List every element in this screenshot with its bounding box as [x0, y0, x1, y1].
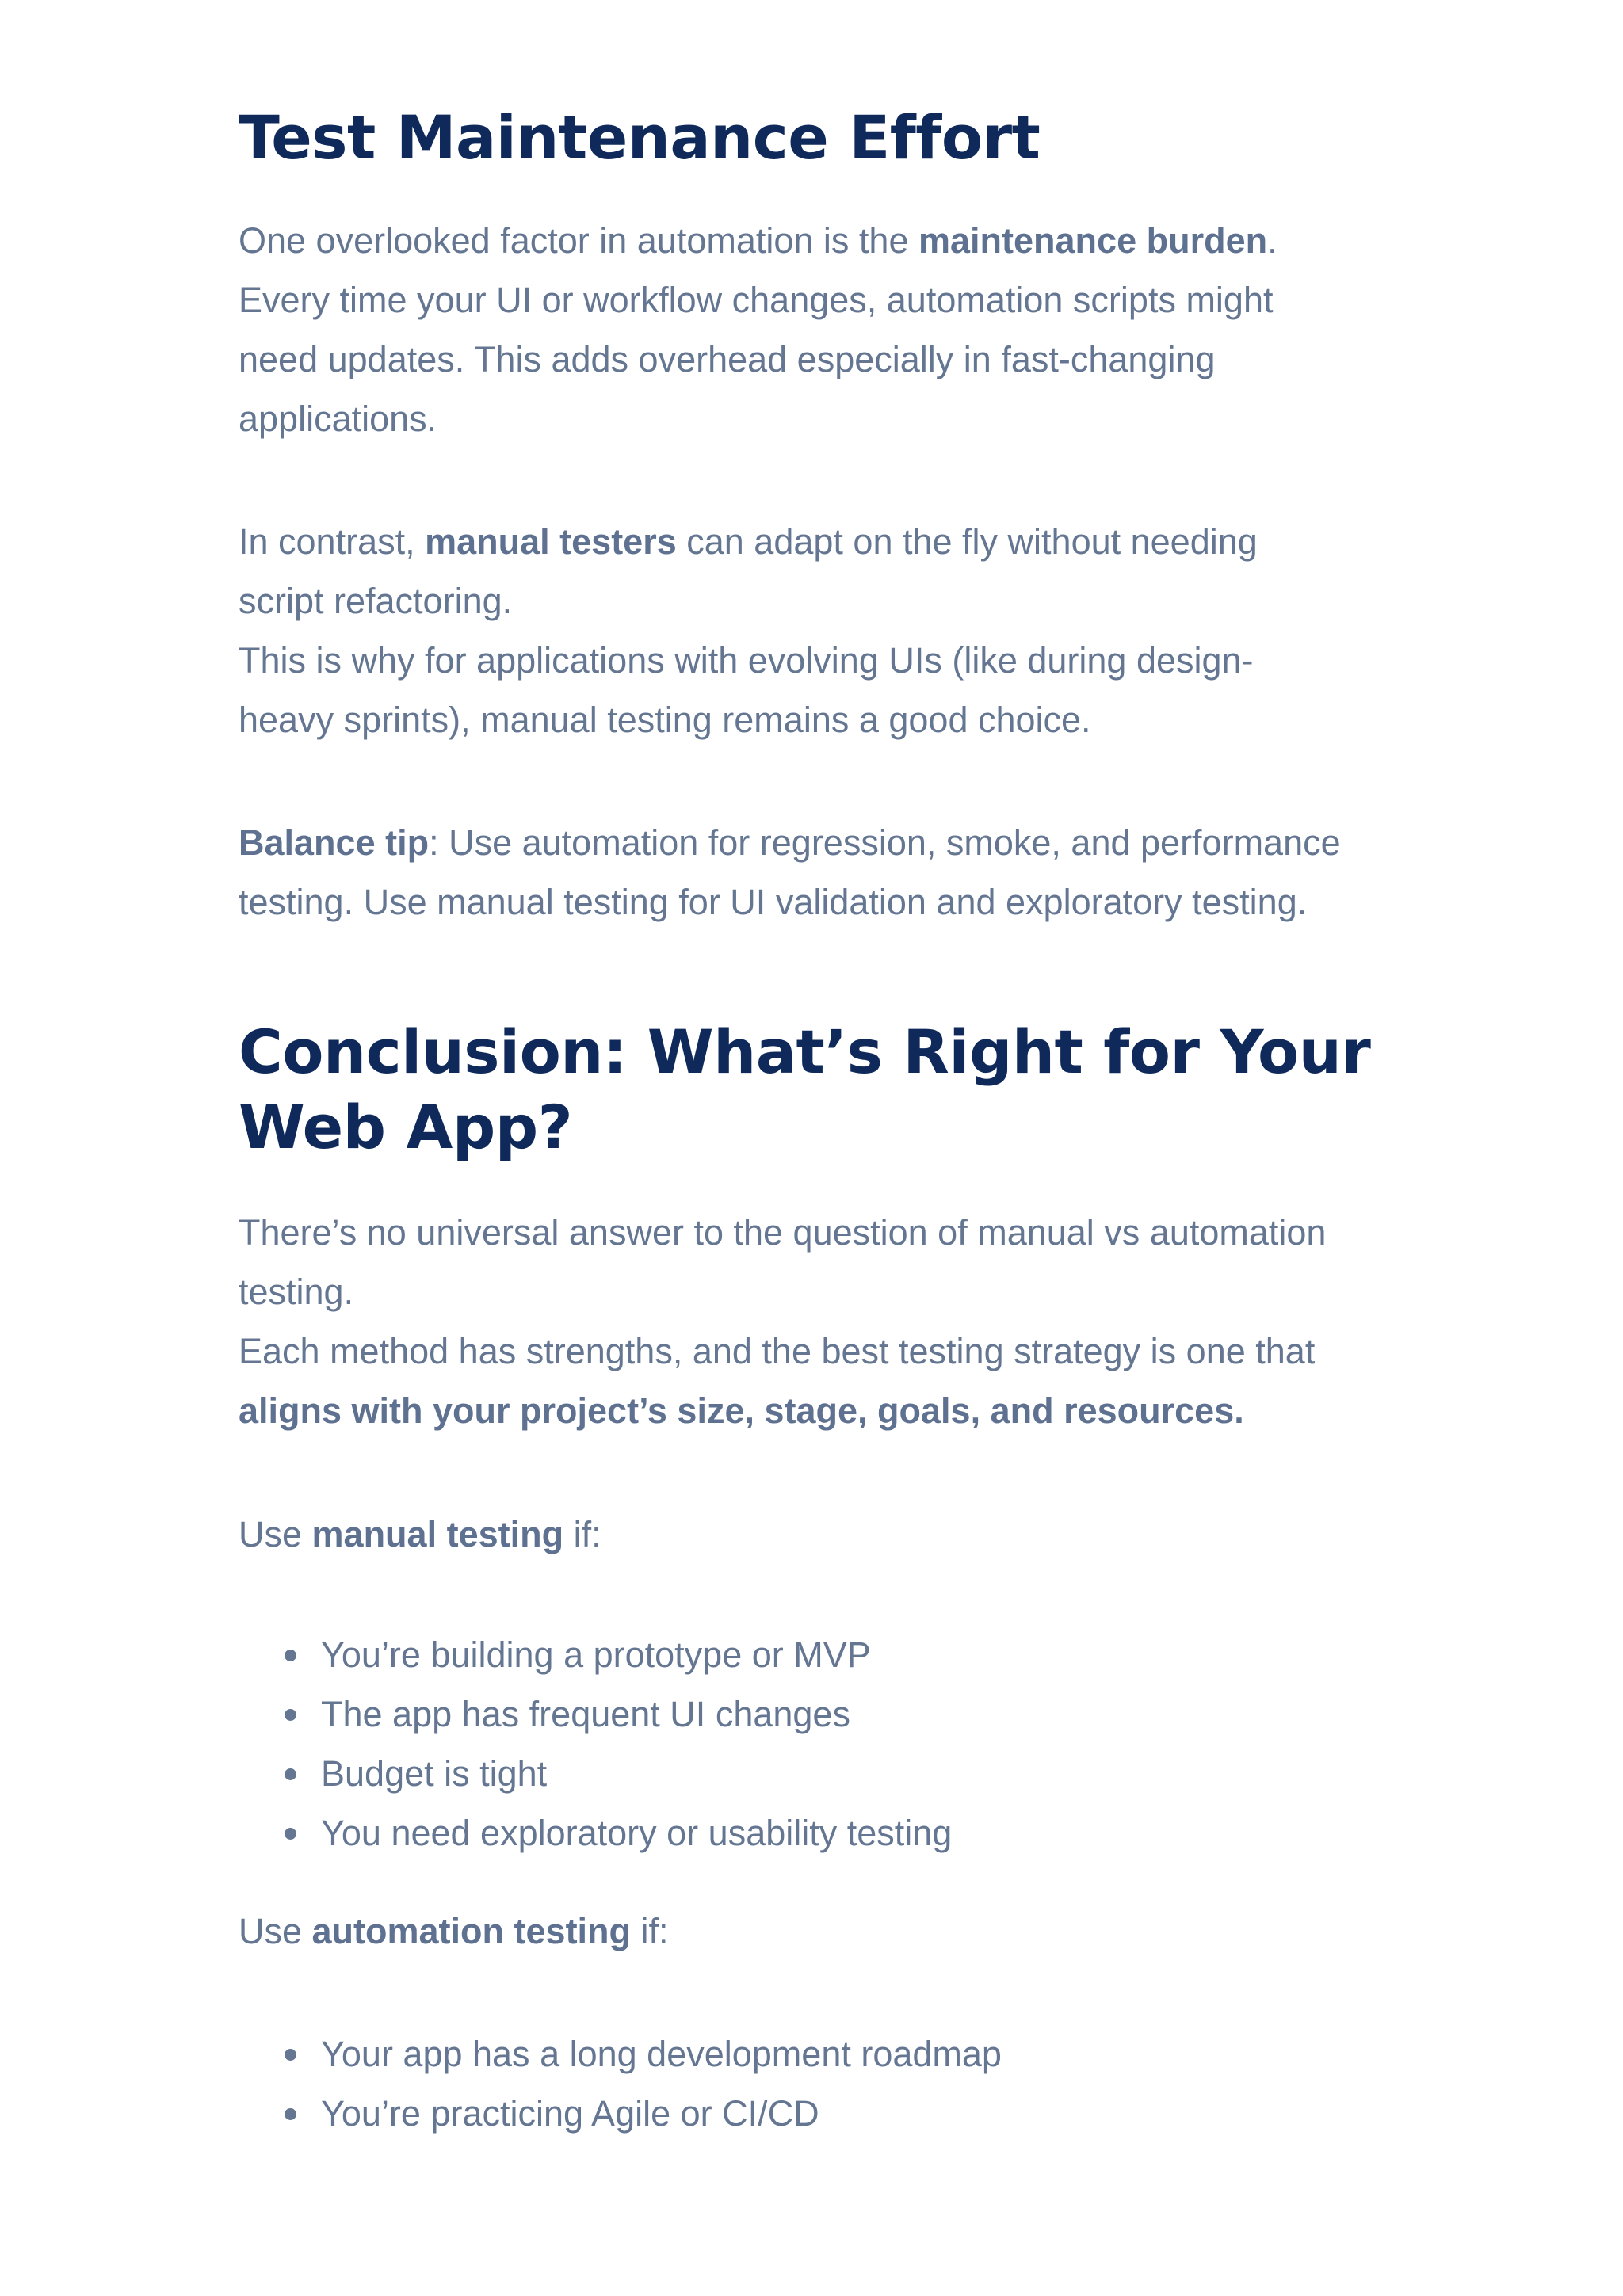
- automation-testing-list: [239, 2024, 1002, 2143]
- bullet-icon: [285, 2049, 296, 2061]
- list-item: Your app has a long development roadmap: [321, 2024, 1002, 2084]
- bold-maintenance-burden: maintenance burden: [918, 220, 1268, 261]
- list-item: You’re practicing Agile or CI/CD: [321, 2084, 1002, 2143]
- section-heading-conclusion: Conclusion: What’s Right for Your Web App?: [239, 1016, 1371, 1162]
- paragraph-manual-testers: In contrast, manual testers can adapt on the fly without needing script refactoring. This is why for applications with evolving UIs (like during design- heavy sprints), manual testing remains a good choice.: [239, 521, 1258, 740]
- bold-manual-testing: manual testing: [311, 1514, 564, 1554]
- paragraph-use-automation-testing: Use automation testing if:: [239, 1911, 669, 1951]
- list-item: You need exploratory or usability testing: [321, 1803, 952, 1863]
- paragraph-no-universal-answer: There’s no universal answer to the question of manual vs automation testing. Each method has strengths, and the best testing strategy is one that aligns with your project’s size, stage, goals, and resources.: [239, 1212, 1327, 1431]
- bullet-icon: [285, 1828, 296, 1840]
- bullet-icon: [285, 1650, 296, 1661]
- list-item: Budget is tight: [321, 1744, 952, 1803]
- bold-balance-tip: Balance tip: [239, 822, 430, 863]
- bold-automation-testing: automation testing: [311, 1911, 632, 1951]
- paragraph-balance-tip: Balance tip: Use automation for regression, smoke, and performance testing. Use manual testing for UI validation and exploratory testing.: [239, 822, 1341, 922]
- paragraph-use-manual-testing: Use manual testing if:: [239, 1514, 601, 1554]
- list-item: You’re building a prototype or MVP: [321, 1625, 952, 1684]
- bullet-icon: [285, 2108, 296, 2120]
- bold-aligns-with-project: aligns with your project’s size, stage, goals, and resources.: [239, 1390, 1244, 1431]
- bullet-icon: [285, 1768, 296, 1780]
- section-heading-maintenance: Test Maintenance Effort: [239, 102, 1041, 173]
- bullet-icon: [285, 1709, 296, 1721]
- paragraph-maintenance-burden: One overlooked factor in automation is the maintenance burden. Every time your UI or workflow changes, automation scripts might need updates. This adds overhead especially in fast-changing applications.: [239, 220, 1277, 439]
- bold-manual-testers: manual testers: [425, 521, 677, 562]
- manual-testing-list: [239, 1625, 952, 1863]
- list-item: The app has frequent UI changes: [321, 1684, 952, 1744]
